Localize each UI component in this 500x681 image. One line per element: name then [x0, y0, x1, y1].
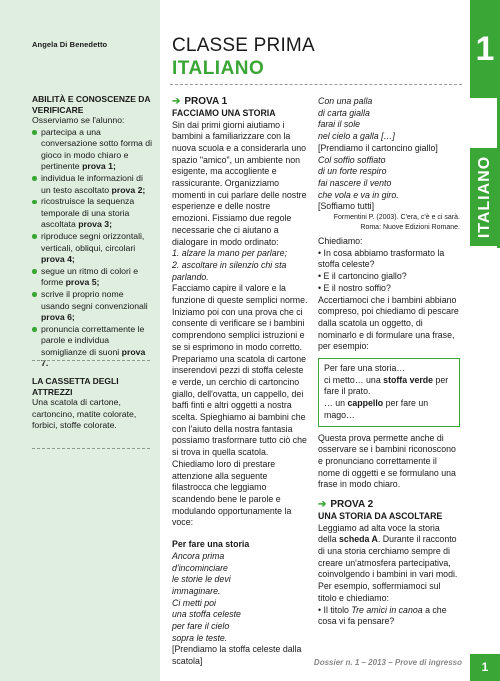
abilita-intro: Osserviamo se l'alunno: [32, 115, 125, 125]
questions-intro: Chiediamo: [318, 236, 363, 247]
chapter-number-tab: 1 [470, 0, 500, 98]
example-line: ci metto… una stoffa verde per fare il prato. [324, 374, 449, 397]
prova1-label: PROVA 1 [184, 96, 228, 107]
abilita-heading: ABILITÀ E CONOSCENZE DA VERIFICARE [32, 94, 151, 115]
reference: Formentini P. (2003). C'era, c'è e ci sarà. Roma: Nuove Edizioni Romane. [333, 214, 460, 231]
prova1-body1: Sin dai primi giorni aiutiamo i bambini a familiarizzare con la nuova scuola e a considerarla uno spazio "amico", un ambiente non esigente, ma accogliente e rassicurante. Organizziamo momenti in cui parlare delle nostre esperienze e delle nostre emozioni. Fissiamo due regole necessarie che ci aiutano a dialogare in modo ordinato: [172, 119, 307, 247]
poem-stanza-3: Col soffio soffiato di un forte respiro fai nascere il vento che vola e va in giro. [318, 154, 399, 200]
sidebar-divider [32, 360, 150, 361]
cassetta-box [32, 376, 154, 432]
prova1-body2: Facciamo capire il valore e la funzione di queste semplici norme. Iniziamo poi con una prova che ci consente di verificare se i bambini comprendono semplici istruzioni e se si esprimono in modo corretto. Prepariamo una scatola di cartone inserendovi pezzi di stoffa celeste e verde, un cerchio di cartoncino giallo, dell'ovatta, un cappello, dei baffi finti e altri oggetti a nostra scelta. Spieghiamo ai bambini che con l'aiuto della nostra fantasia possiamo trasformare tutto ciò che si trova in quella scatola. Chiediamo loro di prestare attenzione alla seguente filastrocca che leggiamo scandendo bene le parole e modulando opportunamente la voce: [172, 283, 308, 528]
page-number: 1 [470, 654, 500, 681]
prova1-rule2: 2. ascoltare in silenzio chi sta parlando. [172, 259, 287, 282]
abilita-list [32, 127, 154, 370]
sidebar-divider [32, 448, 150, 449]
subject-side-label: ITALIANO [476, 155, 493, 239]
question-item: • E il nostro soffio? [318, 282, 391, 293]
cassetta-heading: LA CASSETTA DEGLI ATTREZZI [32, 376, 119, 397]
prova2-label: PROVA 2 [330, 499, 374, 511]
prova1-body4: Questa prova permette anche di osservare se i bambini riconoscono e pronunciano correttamente il nome di oggetti e se formulano una frase in modo chiaro. [318, 432, 456, 490]
abilita-item: individua le informazioni di un testo ascoltato prova 2; [32, 173, 154, 196]
prova1-body3: Accertiamoci che i bambini abbiano compreso, poi chiediamo di pescare dalla scatola un oggetto, di nominarlo e di formulare una frase, per esempio: [318, 294, 459, 352]
abilita-item: pronuncia correttamente le parole e individua somiglianze di suoni prova 7. [32, 324, 154, 370]
column-right [318, 96, 460, 628]
prova2-subtitle: UNA STORIA DA ASCOLTARE [318, 511, 443, 522]
question-item: • E il cartoncino giallo? [318, 271, 407, 282]
example-line: … un cappello per fare un mago… [324, 398, 429, 420]
example-line: Per fare una storia… [324, 363, 406, 374]
poem-note-3: [Soffiamo tutti] [318, 201, 375, 212]
cassetta-text: Una scatola di cartone, cartoncino, matite colorate, forbici, stoffe colorate. [32, 397, 137, 431]
poem-stanza-2: Con una palla di carta gialla farai il sole nel cielo a galla […] [318, 96, 395, 142]
example-box [318, 358, 460, 427]
poem-note-1: [Prendiamo la stoffa celeste dalla scatola] [172, 644, 302, 667]
footer [0, 654, 500, 681]
arrow-right-icon: ➔ [318, 499, 327, 511]
questions-list [318, 248, 460, 295]
abilita-box [32, 94, 154, 370]
column-left [172, 96, 308, 668]
abilita-item: ricostruisce la sequenza temporale di una storia ascoltata prova 3; [32, 196, 154, 231]
abilita-item: partecipa a una conversazione sotto forma di gioco in modo chiaro e pertinente prova 1; [32, 127, 154, 173]
prova1-subtitle: FACCIAMO UNA STORIA [172, 108, 276, 118]
prova1-heading [172, 96, 308, 108]
arrow-right-icon: ➔ [172, 96, 181, 107]
poem-title: Per fare una storia [172, 539, 250, 550]
question-item: • In cosa abbiamo trasformato la stoffa celeste? [318, 247, 445, 270]
header-rule [170, 84, 462, 85]
abilita-item: riproduce segni orizzontali, verticali, obliqui, circolari prova 4; [32, 231, 154, 266]
author-name: Angela Di Benedetto [32, 40, 108, 49]
subject-title: ITALIANO [172, 58, 265, 79]
abilita-item: scrive il proprio nome usando segni convenzionali prova 6; [32, 289, 154, 324]
subject-side-tab [470, 148, 500, 246]
prova2-heading [318, 499, 460, 511]
page-title: CLASSE PRIMA [172, 35, 315, 56]
prova2-body: Leggiamo ad alta voce la storia della scheda A. Durante il racconto di una storia cerchiamo sempre di creare un'atmosfera partecipativa, coinvolgendo i bambini in vari modi. Per esempio, soffermiamoci sul titolo e chiediamo: [318, 522, 458, 603]
prova2-question: • Il titolo Tre amici in canoa a che cosa vi fa pensare? [318, 604, 447, 627]
poem-stanza-1: Ancora prima d'incominciare le storie le devi immaginare. Ci metti poi una stoffa celeste per fare il cielo sopra le teste. [172, 550, 241, 643]
prova1-rule1: 1. alzare la mano per parlare; [172, 248, 287, 259]
footer-text: Dossier n. 1 – 2013 – Prove di ingresso [313, 658, 462, 667]
abilita-item: segue un ritmo di colori e forme prova 5; [32, 266, 154, 289]
poem-note-2: [Prendiamo il cartoncino giallo] [318, 142, 438, 153]
